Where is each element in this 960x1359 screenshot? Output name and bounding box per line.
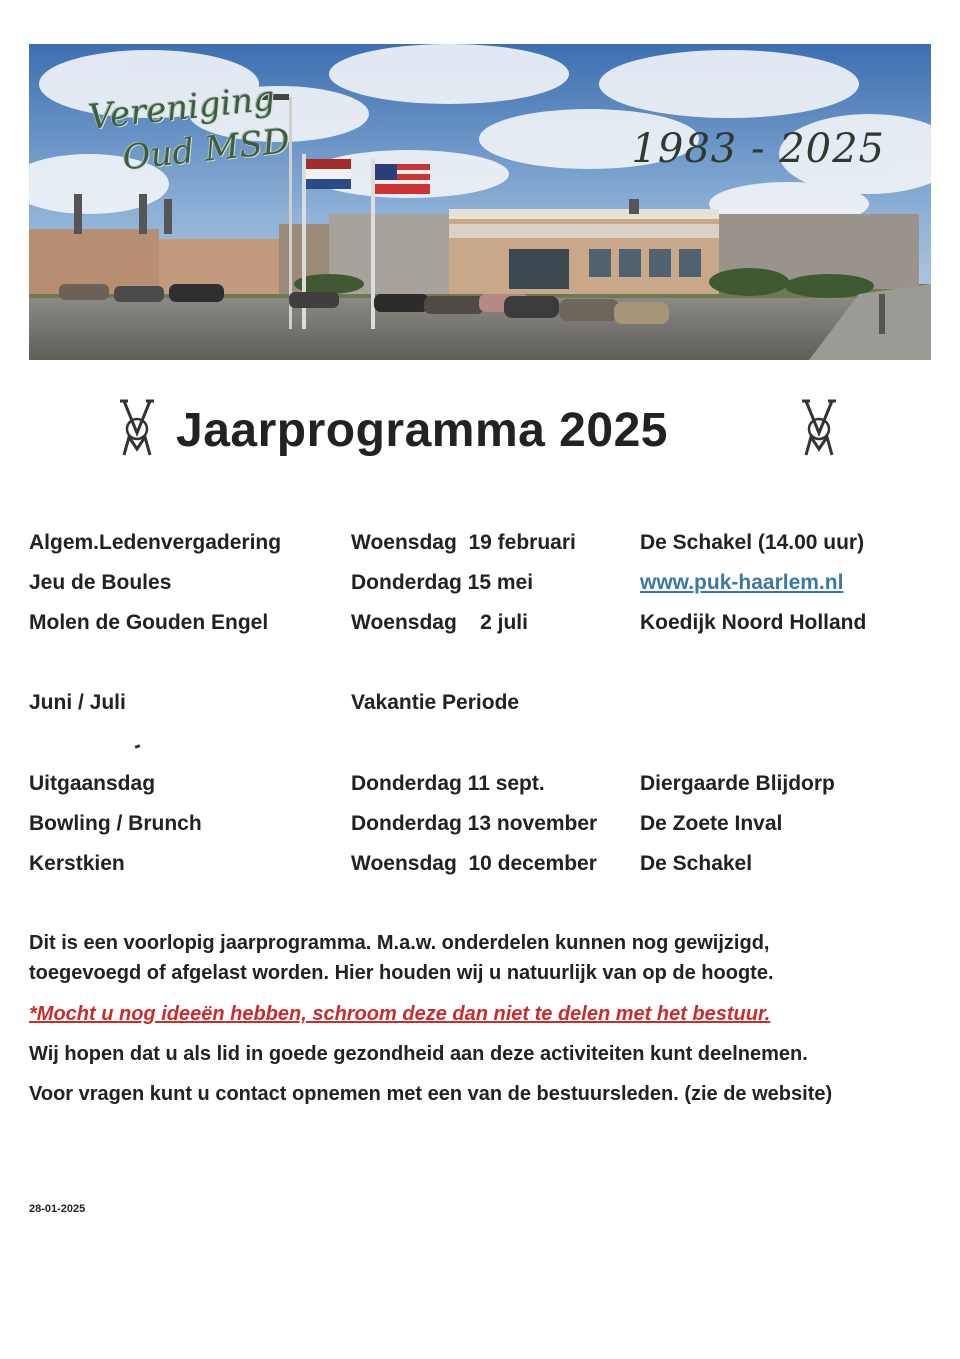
club-name-line1: Vereniging [86, 78, 277, 138]
activity-location: Diergaarde Blijdorp [640, 772, 835, 795]
notes-line-1: Dit is een voorlopig jaarprogramma. M.a.w. onderdelen kunnen nog gewijzigd, [29, 932, 770, 954]
schedule-row [0, 611, 960, 641]
activity: Molen de Gouden Engel [29, 611, 269, 634]
activity-location: Koedijk Noord Holland [640, 611, 867, 634]
activity: Bowling / Brunch [29, 812, 202, 835]
page-title: Jaarprogramma 2025 [176, 404, 668, 457]
club-name-line2: Oud MSD [120, 121, 292, 179]
scan-speck [135, 744, 141, 749]
vom-logo-icon [118, 399, 156, 457]
activity-location: De Schakel (14.00 uur) [640, 531, 865, 554]
contact-note: Voor vragen kunt u contact opnemen met een van de bestuursleden. (zie de website) [29, 1083, 833, 1105]
activity: Juni / Juli [29, 691, 126, 714]
activity-date: Donderdag 13 november [351, 812, 598, 835]
banner-years: 1983 - 2025 [631, 126, 885, 172]
title-row [0, 395, 960, 475]
activity: Uitgaansdag [29, 772, 156, 795]
activity: Algem.Ledenvergadering [29, 531, 282, 554]
schedule-row [0, 812, 960, 842]
header-banner [29, 44, 931, 360]
website-link[interactable]: www.puk-haarlem.nl [640, 571, 844, 594]
activity-date: Donderdag 15 mei [351, 571, 534, 594]
activity-location: De Schakel [640, 852, 753, 875]
activity: Kerstkien [29, 852, 125, 875]
activity-date: Woensdag 10 december [351, 852, 597, 875]
schedule-row [0, 691, 960, 721]
vom-logo-icon [800, 399, 838, 457]
document-date: 28-01-2025 [29, 1203, 86, 1215]
activity-date: Donderdag 11 sept. [351, 772, 545, 795]
schedule-row [0, 531, 960, 561]
schedule-row [0, 772, 960, 802]
ideas-note: *Mocht u nog ideeën hebben, schroom deze dan niet te delen met het bestuur. [29, 1003, 771, 1025]
activity-date: Woensdag 19 februari [351, 531, 576, 554]
activity-date: Vakantie Periode [351, 691, 520, 714]
activity-location: De Zoete Inval [640, 812, 783, 835]
health-note: Wij hopen dat u als lid in goede gezondheid aan deze activiteiten kunt deelnemen. [29, 1043, 808, 1065]
activity: Jeu de Boules [29, 571, 172, 594]
schedule-row [0, 852, 960, 882]
schedule-row [0, 571, 960, 601]
activity-date: Woensdag 2 juli [351, 611, 528, 634]
notes-line-2: toegevoegd of afgelast worden. Hier houden wij u natuurlijk van op de hoogte. [29, 962, 774, 984]
